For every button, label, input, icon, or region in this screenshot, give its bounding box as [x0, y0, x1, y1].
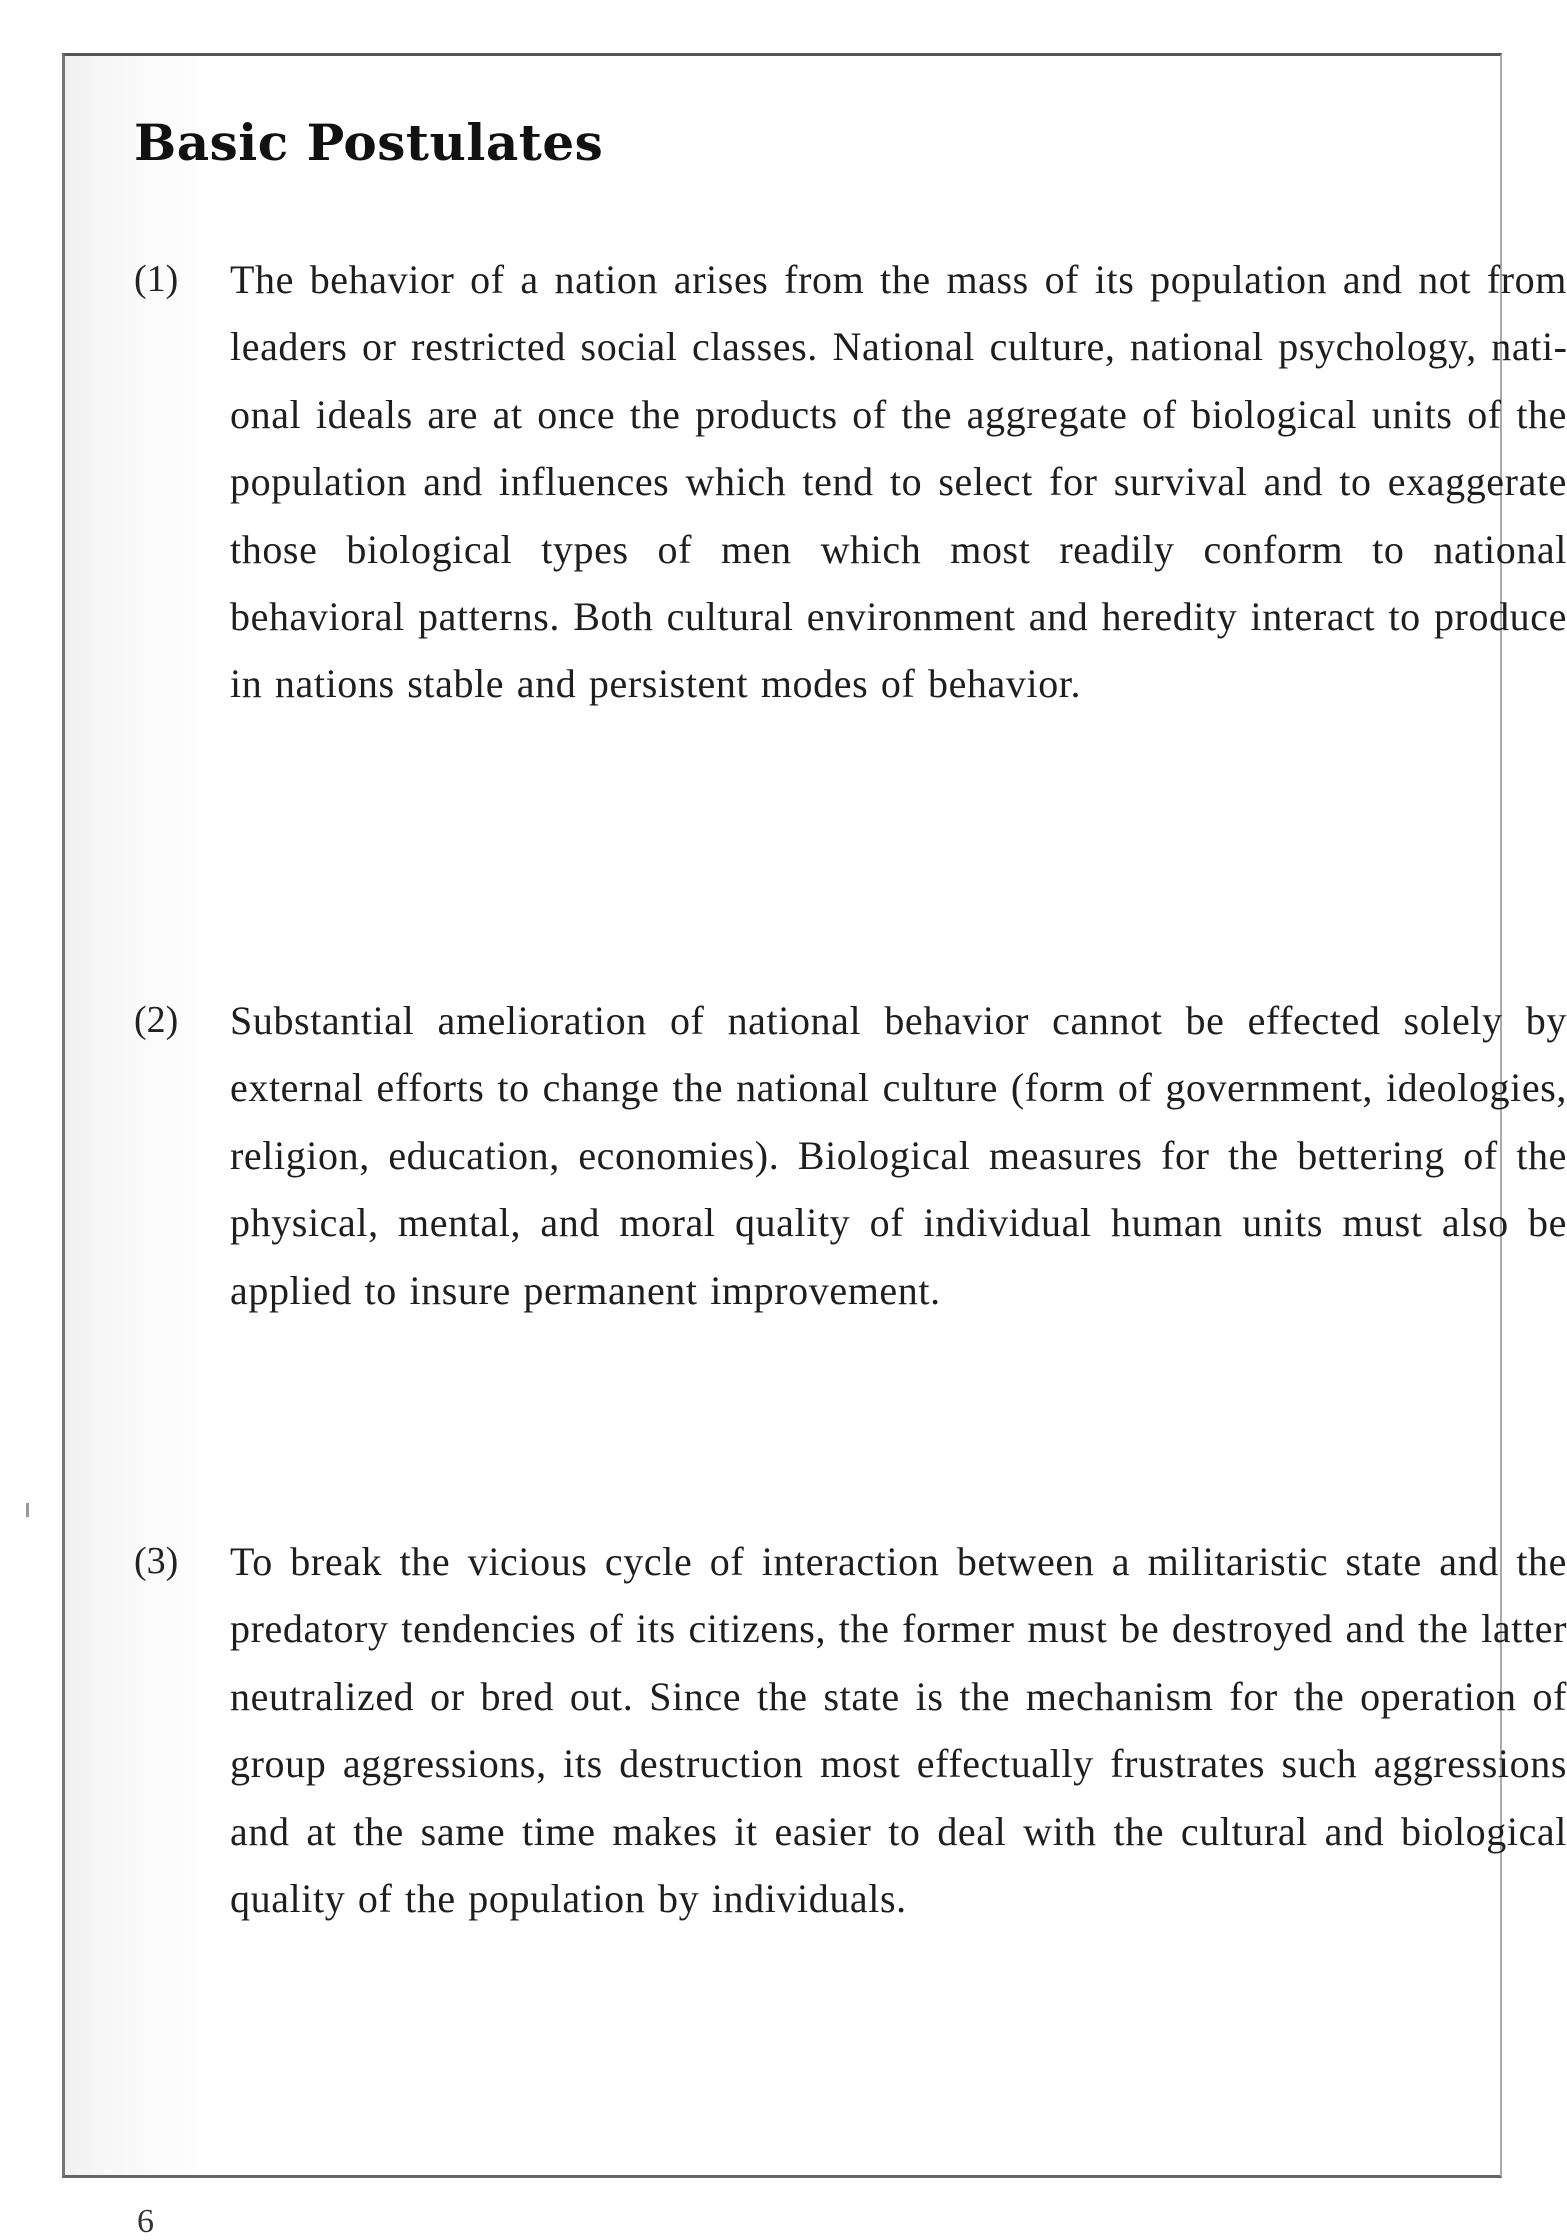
page-number: 6 [137, 2203, 154, 2240]
postulate-text: The behavior of a nation arises from the mass of its population and not from leaders or restricted social classes. National culture, national psychology, national ideals are at once the products of the aggregate of biological units of the population and influences which tend to select for survival and to exaggerate those biological types of men which most readily conform to national behavioral patterns. Both cultural environment and heredity interact to produce in nations stable and persistent modes of behavior. [230, 257, 1567, 707]
postulate-number: (3) [134, 1540, 179, 1582]
postulate-text: Substantial amelioration of national behavior cannot be effected solely by external efforts to change the national culture (form of government, ideologies, religion, education, economies). Biological measures for the bettering of the physical, mental, and moral quality of individual human units must also be applied to insure permanent improvement. [230, 998, 1567, 1313]
page-title: Basic Postulates [134, 113, 604, 172]
postulate-text: To break the vicious cycle of interaction between a militaristic state and the predatory tendencies of its citizens, the former must be destroyed and the latter neutralized or bred out. Since the state is the mechanism for the operation of group aggressions, its destruction most effectually frustrates such aggressions and at the same time makes it easier to deal with the cultural and biological quality of the population by individuals. [230, 1539, 1567, 1922]
postulate-number: (1) [134, 258, 179, 300]
scan-edge-mark [26, 1503, 29, 1517]
postulate-number: (2) [134, 999, 179, 1041]
